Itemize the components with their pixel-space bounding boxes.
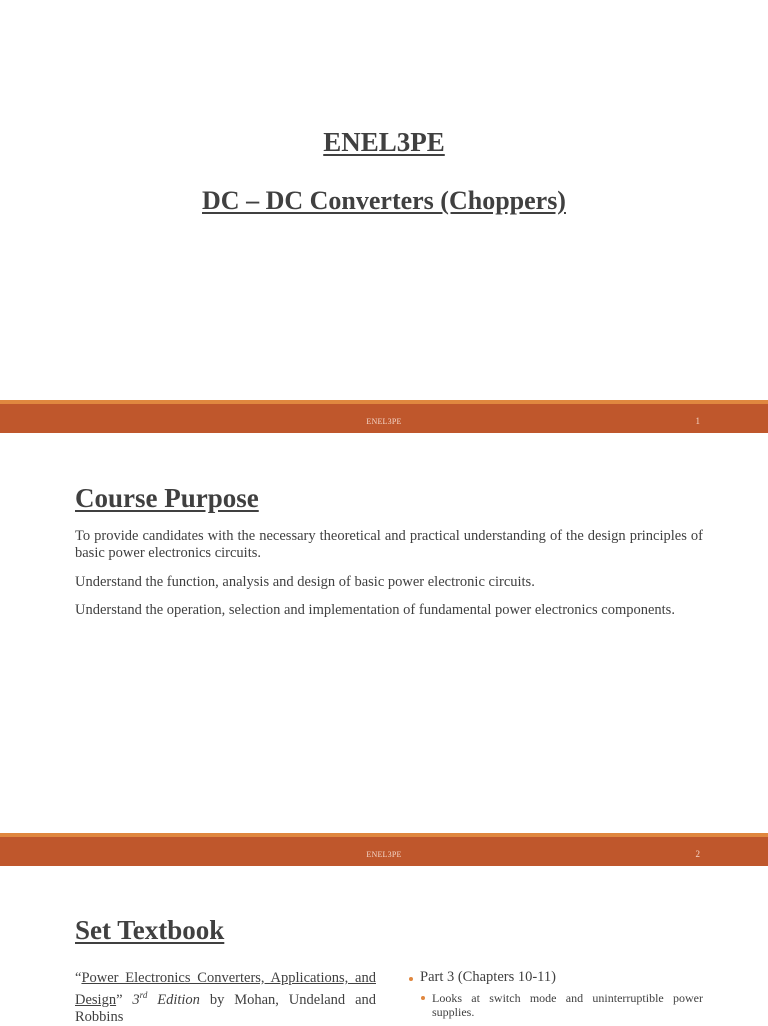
sub-bullet-item: Looks at switch mode and uninterruptible power supplies. <box>432 991 703 1019</box>
open-quote: “ <box>75 970 82 986</box>
paragraph: Understand the function, analysis and design of basic power electronic circuits. <box>75 574 535 590</box>
slide-2 <box>0 433 768 832</box>
close-quote: ” <box>116 991 123 1008</box>
bullet-icon <box>409 977 413 981</box>
bullet-icon <box>421 996 425 1000</box>
textbook-authors: by Mohan, Undeland and Robbins <box>75 991 377 1025</box>
paragraph: Understand the operation, selection and implementation of fundamental power electronics components. <box>75 602 675 618</box>
slide-1-title: ENEL3PE <box>323 127 445 157</box>
paragraph: To provide candidates with the necessary theoretical and practical understanding of the design principles of basic power electronics circuits. <box>75 528 703 561</box>
footer-course-code: ENEL3PE <box>366 850 402 859</box>
page-number: 2 <box>695 849 700 859</box>
slide-2-footer <box>0 833 768 866</box>
page-number: 1 <box>695 416 700 426</box>
textbook-reference <box>75 970 376 1026</box>
footer-course-code: ENEL3PE <box>366 417 402 426</box>
slide-1-subtitle: DC – DC Converters (Choppers) <box>202 186 566 215</box>
slide-3 <box>0 866 768 1024</box>
textbook-edition: 3rd Edition <box>132 990 200 1008</box>
slide-3-heading: Set Textbook <box>75 915 225 945</box>
slide-1 <box>0 0 768 400</box>
slide-2-heading: Course Purpose <box>75 483 259 513</box>
slide-1-footer <box>0 400 768 433</box>
bullet-item: Part 3 (Chapters 10-11) <box>420 969 556 985</box>
textbook-title: Power Electronics Converters, Applications, and Design <box>75 970 376 1008</box>
